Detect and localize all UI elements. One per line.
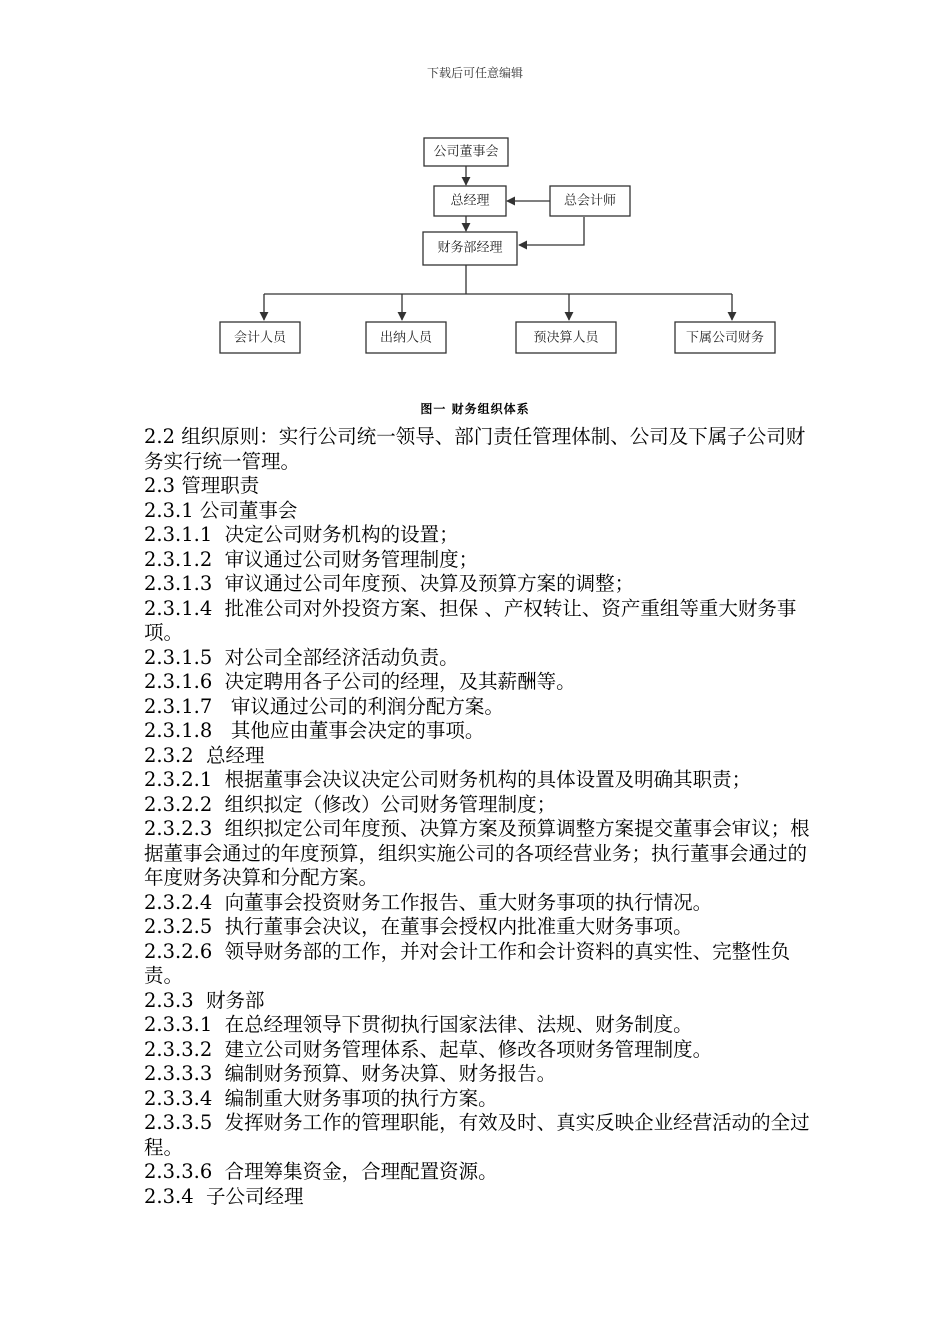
node-budget-label: 预决算人员 xyxy=(533,330,599,346)
paragraph: 2.3.2.6 领导财务部的工作，并对会计工作和会计资料的真实性、完整性负责。 xyxy=(144,939,791,987)
edge-chief-finance xyxy=(519,217,584,245)
node-finance-manager xyxy=(423,232,517,265)
figure-caption: 图一 财务组织体系 xyxy=(420,402,530,416)
node-gm-label: 总经理 xyxy=(450,193,490,209)
paragraph: 2.3.3.3 编制财务预算、财务决算、财务报告。 xyxy=(144,1062,557,1085)
document-body xyxy=(144,425,824,1209)
paragraph: 2.3.3.5 发挥财务工作的管理职能，有效及时、真实反映企业经营活动的全过程。 xyxy=(144,1111,810,1159)
paragraph: 2.3.1.2 审议通过公司财务管理制度； xyxy=(144,547,479,571)
paragraph: 2.3.4 子公司经理 xyxy=(144,1184,304,1208)
paragraph: 2.3.1.6 决定聘用各子公司的经理，及其薪酬等。 xyxy=(144,670,576,693)
paragraph: 2.3.2 总经理 xyxy=(144,743,265,767)
paragraph: 2.3.3.1 在总经理领导下贯彻执行国家法律、法规、财务制度。 xyxy=(144,1013,693,1036)
edge-finance-bus xyxy=(264,265,732,294)
paragraph: 2.3.1 公司董事会 xyxy=(144,498,298,522)
node-board xyxy=(424,138,508,166)
node-subsidiary-finance xyxy=(675,322,775,353)
node-accounting xyxy=(220,322,300,353)
paragraph: 2.3.3.6 合理筹集资金，合理配置资源。 xyxy=(144,1160,498,1183)
node-cashier xyxy=(366,322,446,353)
paragraph: 2.3.1.1 决定公司财务机构的设置； xyxy=(144,523,459,546)
node-chief-accountant-label: 总会计师 xyxy=(563,193,617,209)
paragraph: 2.3.2.1 根据董事会决议决定公司财务机构的具体设置及明确其职责； xyxy=(144,768,752,791)
node-budget xyxy=(516,322,616,353)
paragraph: 2.3.2.2 组织拟定（修改）公司财务管理制度； xyxy=(144,792,557,816)
paragraph: 2.3.2.3 组织拟定公司年度预、决算方案及预算调整方案提交董事会审议；根据董事会通过的年度预算，组织实施公司的各项经营业务；执行董事会通过的年度财务决算和分配方案。 xyxy=(144,817,810,889)
paragraph: 2.3.2.5 执行董事会决议，在董事会授权内批准重大财务事项。 xyxy=(144,915,693,938)
node-subsidiary-finance-label: 下属公司财务 xyxy=(685,330,765,346)
node-accounting-label: 会计人员 xyxy=(233,330,287,346)
paragraph: 2.3 管理职责 xyxy=(144,474,260,497)
paragraph: 2.3.1.4 批准公司对外投资方案、担保 、产权转让、资产重组等重大财务事项。 xyxy=(144,596,797,644)
paragraph: 2.3.3.4 编制重大财务事项的执行方案。 xyxy=(144,1086,498,1110)
node-board-label: 公司董事会 xyxy=(433,144,499,160)
node-finance-manager-label: 财务部经理 xyxy=(437,240,503,256)
paragraph: 2.3.3 财务部 xyxy=(144,988,265,1012)
node-chief-accountant xyxy=(550,186,630,216)
paragraph: 2.3.1.7 审议通过公司的利润分配方案。 xyxy=(144,694,504,718)
paragraph: 2.3.1.3 审议通过公司年度预、决算及预算方案的调整； xyxy=(144,572,635,595)
paragraph: 2.3.2.4 向董事会投资财务工作报告、重大财务事项的执行情况。 xyxy=(144,890,713,914)
page-header: 下载后可任意编辑 xyxy=(426,66,523,80)
paragraph: 2.2 组织原则：实行公司统一领导、部门责任管理体制、公司及下属子公司财务实行统一管理。 xyxy=(144,425,806,473)
node-cashier-label: 出纳人员 xyxy=(379,330,433,346)
paragraph: 2.3.3.2 建立公司财务管理体系、起草、修改各项财务管理制度。 xyxy=(144,1037,713,1061)
paragraph: 2.3.1.8 其他应由董事会决定的事项。 xyxy=(144,719,485,742)
paragraph: 2.3.1.5 对公司全部经济活动负责。 xyxy=(144,645,459,669)
org-chart xyxy=(0,0,950,430)
node-gm xyxy=(434,186,506,216)
